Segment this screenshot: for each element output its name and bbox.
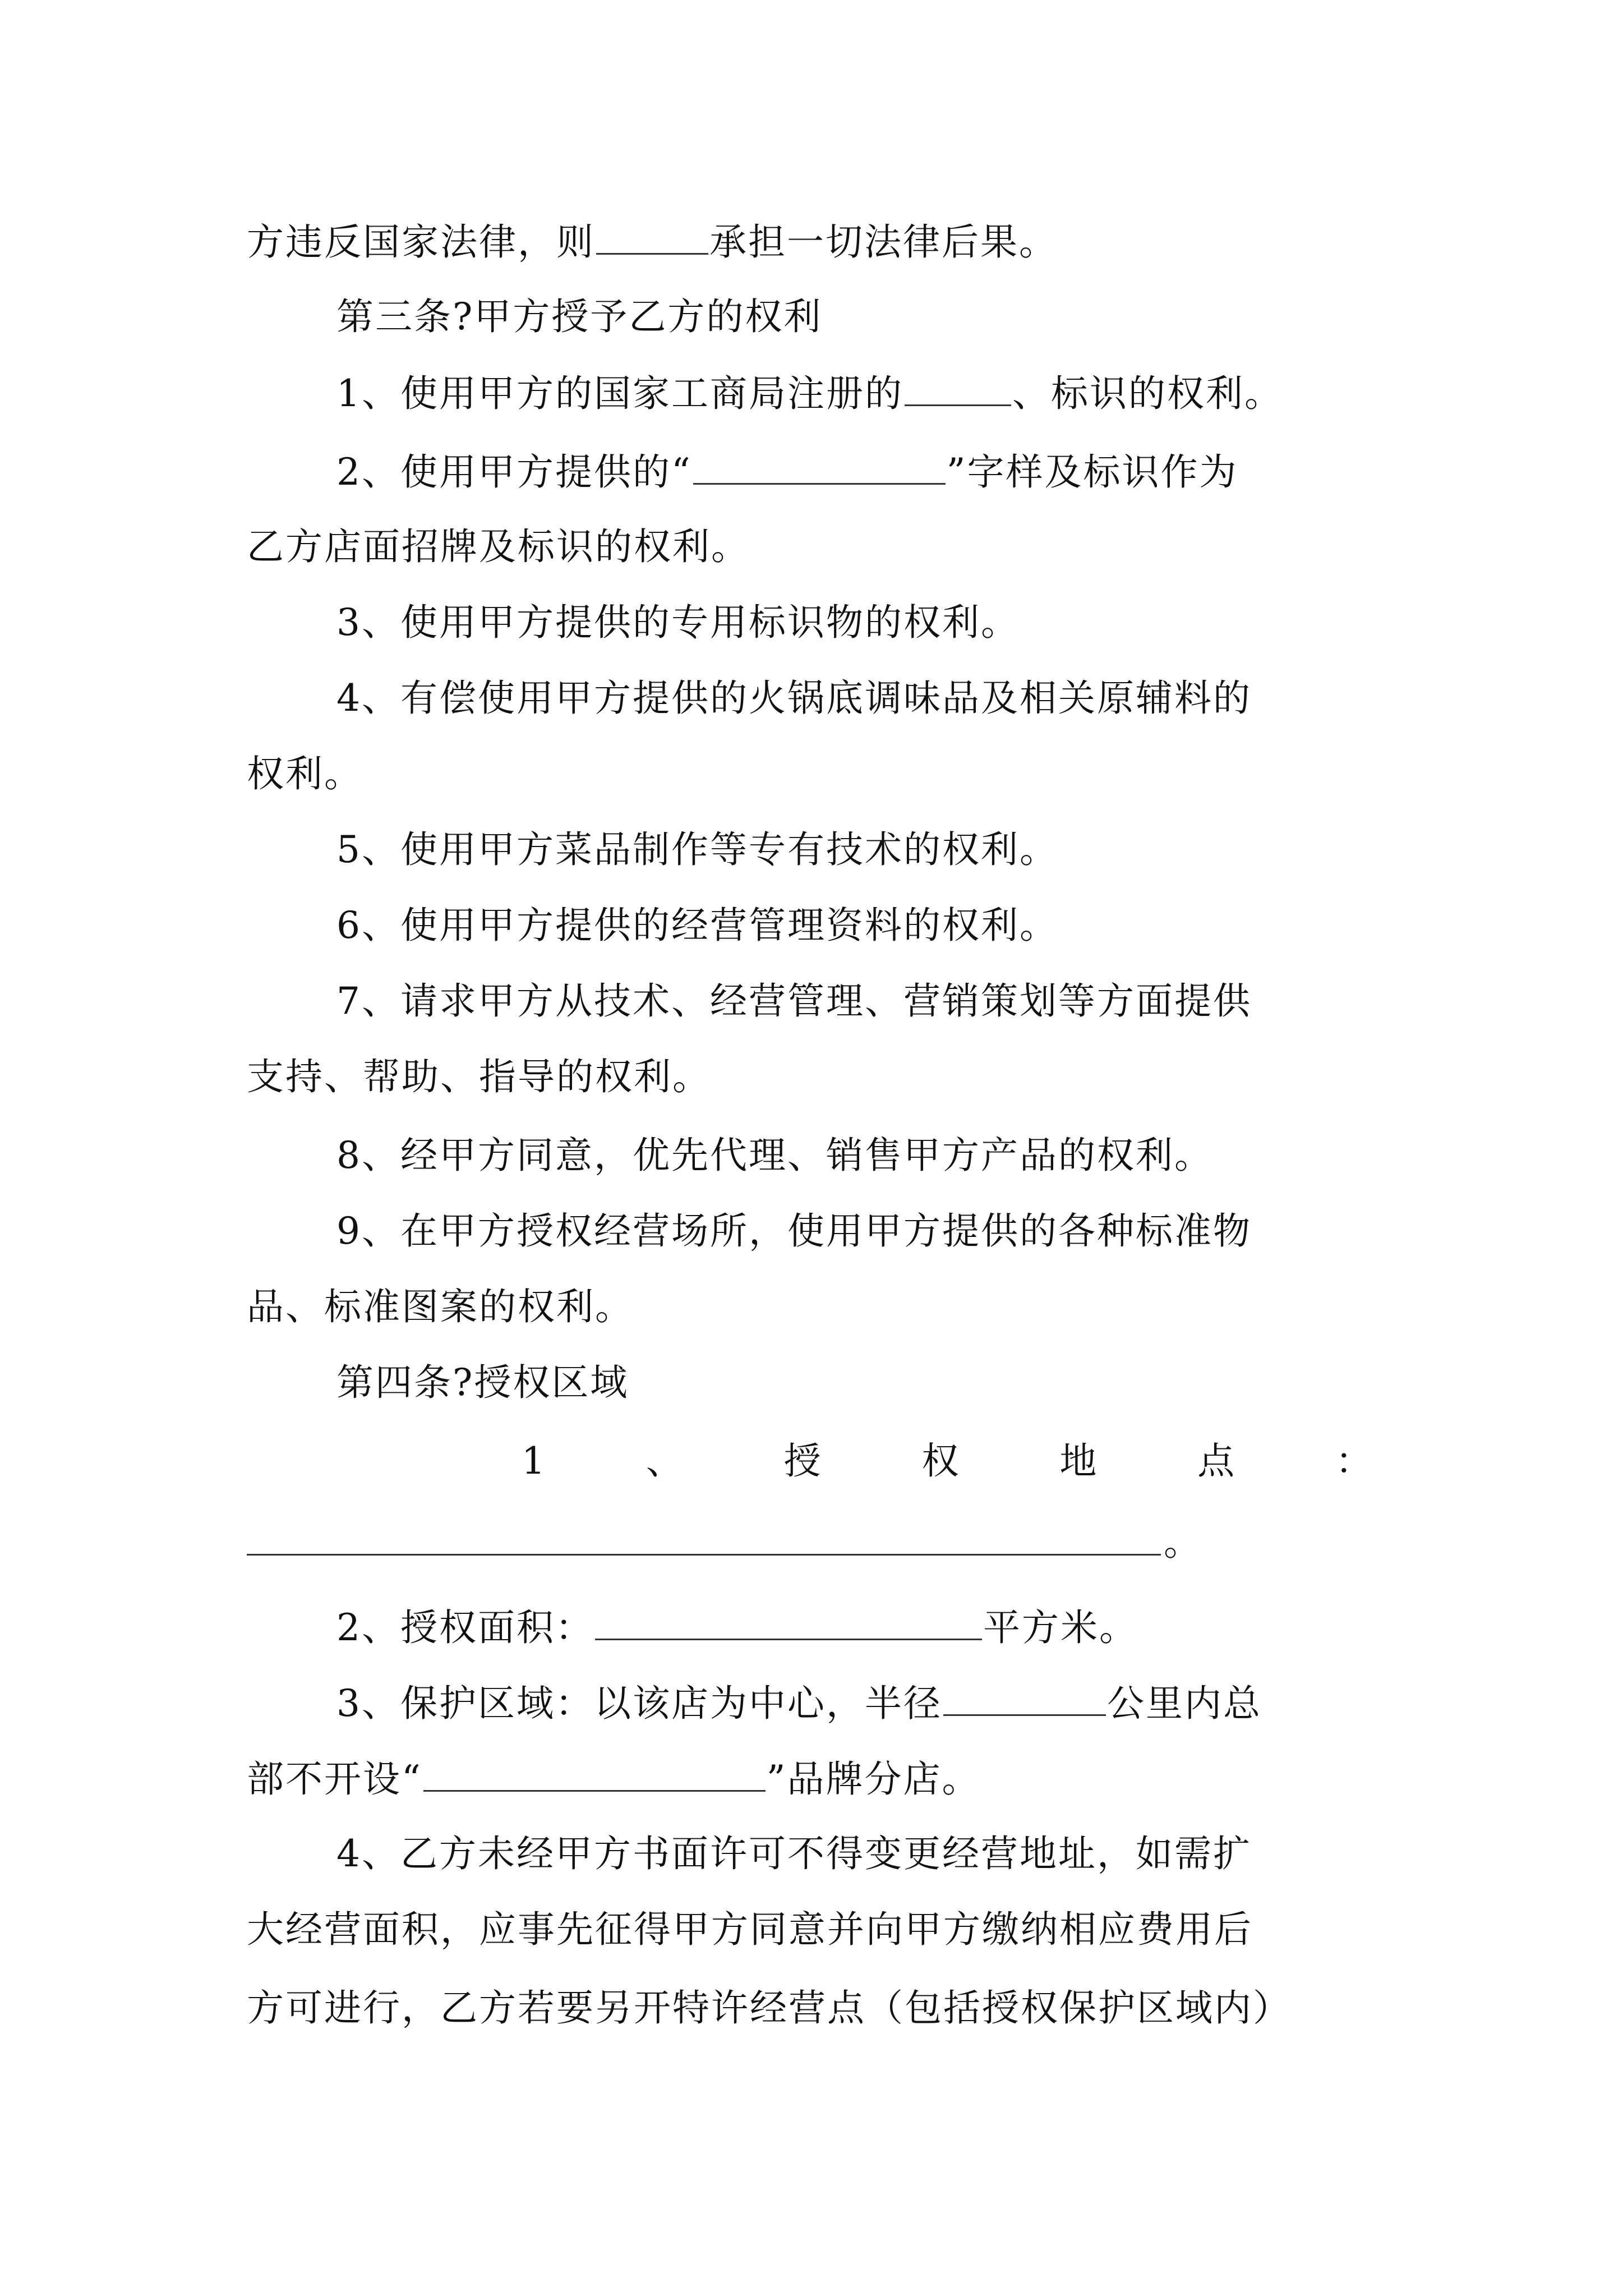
text-segment: 1、使用甲方的国家工商局注册的: [336, 372, 903, 415]
section-heading-article-3: 第三条?甲方授予乙方的权利: [336, 295, 823, 338]
text-line: 品、标准图案的权利。: [247, 1285, 634, 1328]
address-fill-blank: [247, 1554, 1161, 1556]
spread-text-line: [522, 1436, 1374, 1487]
text-line: 支持、帮助、指导的权利。: [247, 1055, 711, 1098]
fill-blank: [693, 446, 946, 485]
fill-blank: [943, 1677, 1106, 1716]
text-line: [247, 216, 1385, 268]
list-item: 8、经甲方同意，优先代理、销售甲方产品的权利。: [336, 1134, 1213, 1177]
text-segment: 3、保护区域：以该店为中心，半径: [336, 1682, 942, 1725]
section-heading-article-4: 第四条?授权区域: [336, 1361, 629, 1404]
text-segment: ”字样及标识作为: [946, 450, 1238, 494]
text-segment: 。: [1164, 1521, 1201, 1564]
text-segment: 部不开设“: [247, 1757, 422, 1801]
list-item: 3、使用甲方提供的专用标识物的权利。: [336, 601, 1020, 644]
text-line: 乙方店面招牌及标识的权利。: [247, 525, 750, 568]
text-line: 方可进行，乙方若要另开特许经营点（包括授权保护区域内）: [247, 1986, 1292, 2030]
text-segment: 方违反国家法律，则: [247, 220, 595, 264]
spread-char: 、: [645, 1439, 685, 1483]
list-item: 5、使用甲方菜品制作等专有技术的权利。: [336, 828, 1058, 871]
fill-blank: [423, 1753, 766, 1792]
text-line: 权利。: [247, 752, 363, 795]
text-segment: 、标识的权利。: [1012, 372, 1283, 415]
list-item: [336, 1677, 1385, 1729]
list-item: 9、在甲方授权经营场所，使用甲方提供的各种标准物: [336, 1209, 1252, 1253]
text-line: 大经营面积，应事先征得甲方同意并向甲方缴纳相应费用后: [247, 1908, 1253, 1951]
text-segment: ”品牌分店。: [766, 1757, 981, 1801]
text-segment: 承担一切法律后果。: [709, 220, 1058, 264]
text-line: [247, 1753, 1385, 1805]
spread-char: ：: [1335, 1439, 1374, 1483]
spread-char: 1: [522, 1439, 547, 1483]
list-item: [336, 446, 1385, 498]
spread-char: 点: [1197, 1439, 1237, 1483]
fill-blank: [595, 1602, 982, 1640]
list-item: 6、使用甲方提供的经营管理资料的权利。: [336, 904, 1058, 947]
list-item: [336, 1602, 1385, 1653]
text-segment: 2、使用甲方提供的“: [336, 450, 692, 494]
text-segment: 平方米。: [983, 1606, 1138, 1649]
list-item: [336, 367, 1385, 419]
spread-char: 地: [1059, 1439, 1099, 1483]
text-segment: 公里内总: [1107, 1682, 1262, 1725]
fill-blank: [596, 216, 708, 255]
list-item: 4、有偿使用甲方提供的火锅底调味品及相关原辅料的: [336, 677, 1252, 720]
fill-blank: [905, 367, 1011, 406]
list-item: 4、乙方未经甲方书面许可不得变更经营地址，如需扩: [336, 1832, 1252, 1875]
list-item: 7、请求甲方从技术、经营管理、营销策划等方面提供: [336, 979, 1252, 1023]
spread-char: 权: [921, 1439, 961, 1483]
text-segment: 2、授权面积：: [336, 1606, 594, 1649]
spread-char: 授: [783, 1439, 823, 1483]
